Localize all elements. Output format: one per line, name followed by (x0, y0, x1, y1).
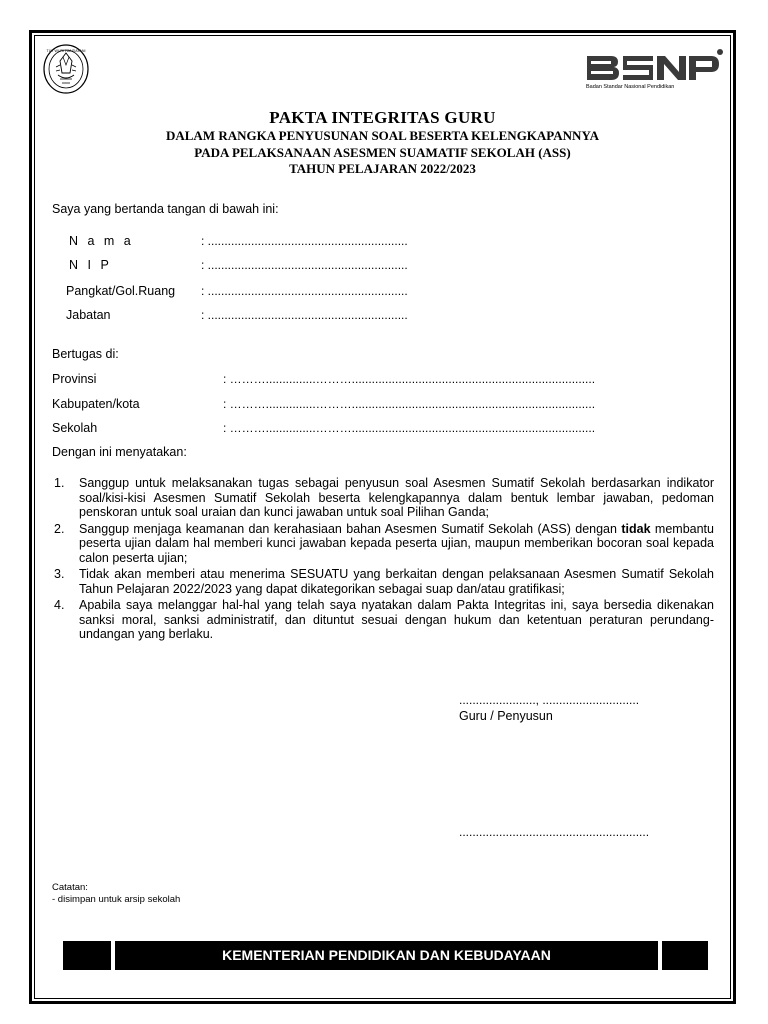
bsnp-caption: Badan Standar Nasional Pendidikan (586, 84, 675, 90)
pangkat-label: Pangkat/Gol.Ruang (66, 284, 176, 298)
list-item: 1. Sanggup untuk melaksanakan tugas sebagai penyusun soal Asesmen Sumatif Sekolah berdasarkan indikator soal/kisi-kisi Asesmen Sumatif Sekolah beserta kelengkapannya dalam bentuk lembar jawaban, pedoman penskoran untuk soal uraian dan kunci jawaban untuk soal Pilihan Ganda; (54, 476, 714, 519)
intro-text: Saya yang bertanda tangan di bawah ini: (52, 202, 279, 216)
title-main: PAKTA INTEGRITAS GURU (269, 108, 496, 127)
signature-role: Guru / Penyusun (459, 709, 553, 723)
nip-label: N I P (69, 258, 112, 272)
note-label: Catatan: (52, 882, 88, 893)
tut-wuri-handayani-logo (42, 43, 90, 95)
declaration-list (52, 476, 714, 644)
bertugas-heading: Bertugas di: (52, 347, 119, 361)
sekolah-label: Sekolah (52, 421, 98, 435)
bold-tidak: tidak (621, 521, 651, 536)
signature-date-field[interactable]: ......................., ............................. (459, 693, 640, 707)
kabupaten-field[interactable]: : ………...............………......................................................................... (223, 397, 596, 411)
svg-text:TUT WURI HANDAYANI: TUT WURI HANDAYANI (46, 49, 86, 53)
footer-block-right (662, 941, 708, 970)
title-line-3: TAHUN PELAJARAN 2022/2023 (289, 161, 476, 176)
signature-name-field[interactable]: ......................................................... (459, 825, 650, 839)
list-item: 2. Sanggup menjaga keamanan dan kerahasiaan bahan Asesmen Sumatif Sekolah (ASS) dengan tidak membantu peserta ujian dalam hal memberi kunci jawaban kepada peserta ujian, maupun memberikan bocoran soal kepada calon peserta ujian; (54, 521, 714, 565)
jabatan-field[interactable]: : ............................................................ (201, 308, 408, 322)
pangkat-field[interactable]: : ............................................................ (201, 284, 408, 298)
list-item: 4. Apabila saya melanggar hal-hal yang telah saya nyatakan dalam Pakta Integritas ini, saya bersedia dikenakan sanksi moral, sanksi administratif, dan dituntut sesuai dengan hukum dan ketentuan peraturan perundang-undangan yang berlaku. (54, 598, 714, 641)
sekolah-field[interactable]: : ………...............………......................................................................... (223, 421, 596, 435)
footer-text: KEMENTERIAN PENDIDIKAN DAN KEBUDAYAAN (222, 947, 551, 963)
list-item: 3. Tidak akan memberi atau menerima SESUATU yang berkaitan dengan pelaksanaan Asesmen Sumatif Sekolah Tahun Pelajaran 2022/2023 yang dapat dikategorikan sebagai suap dan/atau gratifikasi; (54, 567, 714, 596)
footer-block-left (63, 941, 111, 970)
title-line-2: PADA PELAKSANAAN ASESMEN SUAMATIF SEKOLAH (ASS) (194, 144, 571, 160)
kabupaten-label: Kabupaten/kota (52, 397, 140, 411)
nama-field[interactable]: : ............................................................ (201, 234, 408, 248)
jabatan-label: Jabatan (66, 308, 111, 322)
provinsi-field[interactable]: : ………...............………......................................................................... (223, 372, 596, 386)
title-line-1: DALAM RANGKA PENYUSUNAN SOAL BESERTA KELENGKAPANNYA (165, 128, 600, 143)
note-text: - disimpan untuk arsip sekolah (52, 894, 181, 905)
provinsi-label: Provinsi (52, 372, 97, 386)
nip-field[interactable]: : ............................................................ (201, 258, 408, 272)
statement-text: Dengan ini menyatakan: (52, 445, 187, 459)
document-title (34, 108, 731, 178)
nama-label: N a m a (69, 234, 134, 248)
